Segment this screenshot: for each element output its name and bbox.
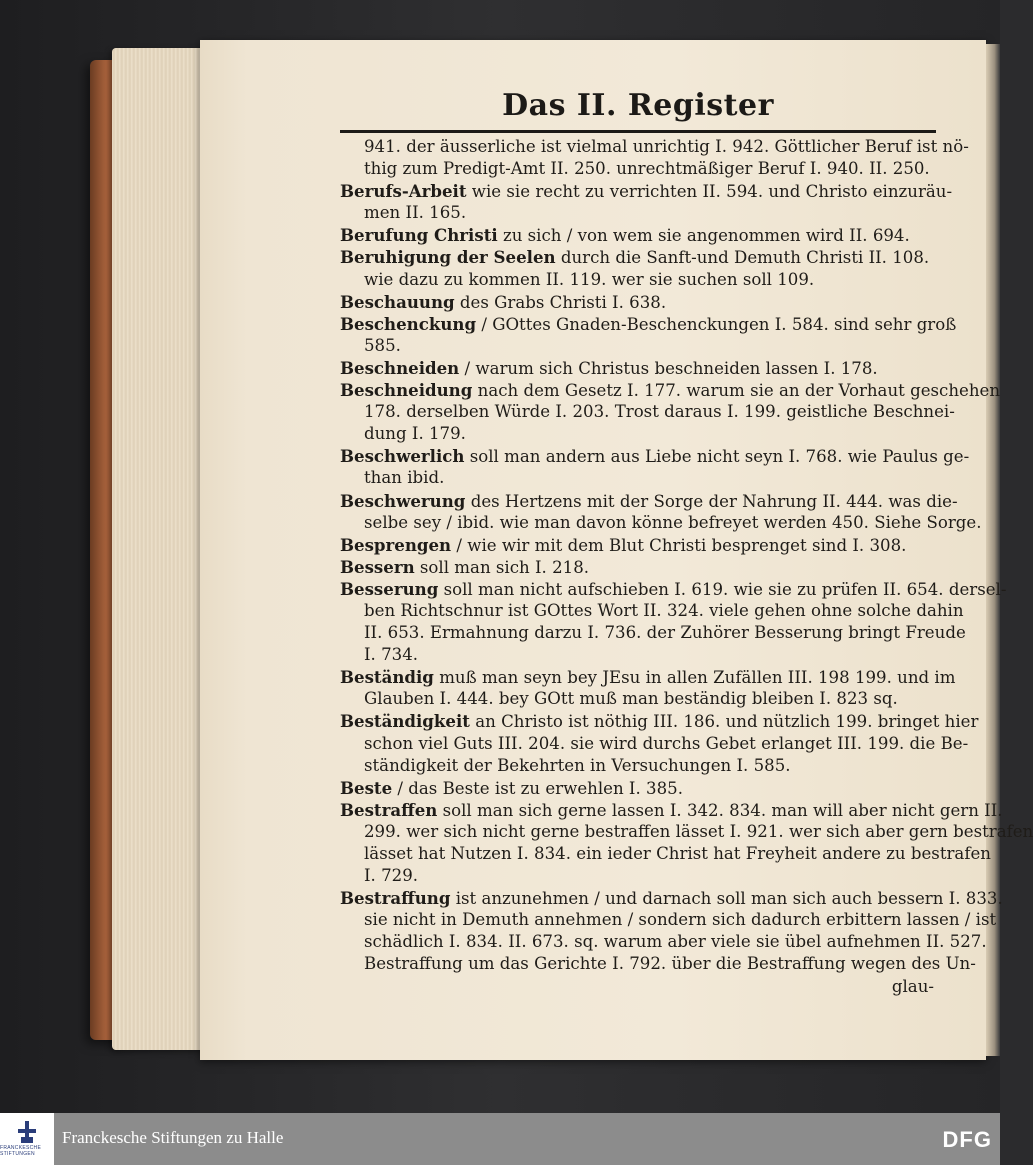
entry-keyword: Beschauung — [340, 291, 455, 312]
register-line — [340, 313, 957, 335]
entry-text: wie sie recht zu verrichten II. 594. und Christo einzuräu- — [466, 182, 953, 202]
register-line — [340, 688, 940, 710]
page-stack-edge — [112, 48, 212, 1050]
register-line — [340, 423, 940, 445]
entry-keyword: Beschenckung — [340, 313, 477, 334]
register-line — [340, 644, 940, 666]
entry-text: ist anzunehmen / und darnach soll man sich auch bessern I. 833. — [450, 889, 1003, 909]
register-line — [340, 136, 969, 158]
entry-text: / das Beste ist zu erwehlen I. 385. — [392, 778, 683, 798]
register-line — [340, 777, 940, 799]
register-line — [340, 269, 940, 291]
register-line — [340, 512, 982, 534]
entry-text: lässet hat Nutzen I. 834. ein ieder Christ hat Freyheit andere zu bestrafen — [364, 844, 991, 863]
entry-keyword: Beschneiden — [340, 357, 460, 378]
register-line — [340, 490, 958, 512]
entry-text: Glauben I. 444. bey GOtt muß man beständig bleiben I. 823 sq. — [364, 689, 898, 709]
entry-keyword: Besprengen — [340, 534, 452, 555]
entry-keyword: Berufs-Arbeit — [340, 181, 467, 202]
entry-text: thig zum Predigt-Amt II. 250. unrechtmäßiger Beruf I. 940. II. 250. — [364, 159, 930, 179]
register-line — [340, 335, 940, 357]
register-line — [340, 600, 964, 622]
register-line — [340, 976, 940, 998]
register-line — [340, 445, 970, 467]
entry-text: soll man sich gerne lassen I. 342. 834. man will aber nicht gern II. — [437, 800, 1003, 820]
register-line — [340, 202, 940, 224]
entry-text: muß man seyn bey JEsu in allen Zufällen III. 198 199. und im — [433, 668, 956, 688]
entry-text: soll man sich I. 218. — [414, 557, 590, 577]
entry-keyword: Beschwerung — [340, 490, 466, 511]
entry-text: / warum sich Christus beschneiden lassen I. 178. — [459, 358, 878, 378]
entry-text: ständigkeit der Bekehrten in Versuchungen I. 585. — [364, 755, 791, 775]
register-line — [340, 291, 940, 313]
register-line — [340, 224, 940, 246]
entry-text: dung I. 179. — [364, 424, 466, 444]
register-text — [340, 136, 1033, 998]
entry-text: 299. wer sich nicht gerne bestraffen lässet I. 921. wer sich aber gern bestrafen — [364, 821, 1033, 841]
entry-text: Bestraffung um das Gerichte I. 792. über die Bestraffung wegen des Un- — [364, 954, 976, 974]
entry-text: ben Richtschnur ist GOttes Wort II. 324. viele gehen ohne solche dahin — [364, 600, 964, 620]
register-line — [340, 578, 1007, 600]
entry-text: soll man nicht aufschieben I. 619. wie sie zu prüfen II. 654. dersel- — [438, 579, 1007, 599]
register-line — [340, 357, 940, 379]
register-line — [340, 799, 1003, 821]
entry-text: I. 729. — [364, 866, 419, 886]
entry-text: II. 653. Ermahnung darzu I. 736. der Zuhörer Besserung bringt Freude — [364, 623, 966, 643]
register-line — [340, 710, 979, 732]
register-line — [340, 887, 1003, 909]
register-line — [340, 534, 940, 556]
register-line — [340, 158, 940, 180]
entry-text: des Grabs Christi I. 638. — [454, 292, 667, 312]
entry-keyword: Berufung Christi — [340, 225, 498, 246]
entry-text: I. 734. — [364, 645, 419, 665]
entry-text: / wie wir mit dem Blut Christi besprenget sind I. 308. — [451, 535, 907, 555]
entry-keyword: Besserung — [340, 578, 439, 599]
register-line — [340, 556, 940, 578]
register-line — [340, 666, 956, 688]
register-line — [340, 865, 940, 887]
register-line — [340, 843, 991, 865]
entry-text: durch die Sanft-und Demuth Christi II. 108. — [555, 248, 930, 268]
entry-text: schädlich I. 834. II. 673. sq. warum aber viele sie übel aufnehmen II. 527. — [364, 932, 987, 952]
entry-keyword: Beschneidung — [340, 380, 473, 401]
entry-text: wie dazu zu kommen II. 119. wer sie suchen soll 109. — [364, 269, 815, 289]
register-line — [340, 379, 1001, 401]
entry-keyword: Bestraffung — [340, 888, 451, 909]
register-line — [340, 246, 940, 268]
running-head: Das II. Register — [502, 88, 774, 123]
entry-text: selbe sey / ibid. wie man davon könne befreyet werden 450. Siehe Sorge. — [364, 512, 982, 532]
register-line — [340, 755, 940, 777]
register-line — [340, 931, 987, 953]
entry-keyword: Beständigkeit — [340, 711, 470, 732]
entry-text: glau- — [891, 976, 934, 996]
entry-text: men II. 165. — [364, 203, 467, 223]
entry-text: sie nicht in Demuth annehmen / sondern sich dadurch erbittern lassen / ist — [364, 910, 997, 930]
entry-text: than ibid. — [364, 468, 445, 488]
register-line — [340, 821, 1033, 843]
entry-text: nach dem Gesetz I. 177. warum sie an der Vorhaut geschehen — [472, 381, 1001, 401]
footer-bar — [0, 1113, 1000, 1165]
entry-text: des Hertzens mit der Sorge der Nahrung II. 444. was die- — [465, 491, 958, 511]
entry-text: an Christo ist nöthig III. 186. und nützlich 199. bringet hier — [469, 712, 979, 732]
entry-text: soll man andern aus Liebe nicht seyn I. 768. wie Paulus ge- — [464, 447, 970, 467]
register-line — [340, 401, 955, 423]
entry-keyword: Beschwerlich — [340, 446, 465, 467]
entry-text: 941. der äusserliche ist vielmal unrichtig I. 942. Göttlicher Beruf ist nö- — [364, 137, 969, 156]
register-line — [340, 467, 940, 489]
register-line — [340, 909, 997, 931]
register-line — [340, 733, 969, 755]
entry-text: 585. — [364, 335, 401, 355]
franckesche-emblem-icon — [18, 1121, 36, 1143]
register-line — [340, 622, 966, 644]
entry-text: / GOttes Gnaden-Beschenckungen I. 584. sind sehr groß — [476, 314, 957, 334]
entry-text: zu sich / von wem sie angenommen wird II. 694. — [497, 226, 910, 246]
entry-keyword: Beste — [340, 777, 393, 798]
dfg-logo[interactable]: DFG — [942, 1127, 992, 1152]
register-line — [340, 180, 953, 202]
head-rule — [340, 130, 936, 133]
entry-keyword: Bessern — [340, 556, 415, 577]
entry-keyword: Bestraffen — [340, 799, 438, 820]
franckesche-logo[interactable] — [0, 1113, 54, 1165]
entry-keyword: Beständig — [340, 667, 434, 688]
logo-text: FRANCKESCHE STIFTUNGEN — [0, 1145, 42, 1157]
institution-title[interactable]: Franckesche Stiftungen zu Halle — [62, 1128, 284, 1147]
register-line — [340, 953, 976, 975]
entry-text: schon viel Guts III. 204. sie wird durchs Gebet erlanget III. 199. die Be- — [364, 733, 969, 753]
entry-keyword: Beruhigung der Seelen — [340, 247, 556, 268]
entry-text: 178. derselben Würde I. 203. Trost daraus I. 199. geistliche Beschnei- — [364, 402, 955, 422]
